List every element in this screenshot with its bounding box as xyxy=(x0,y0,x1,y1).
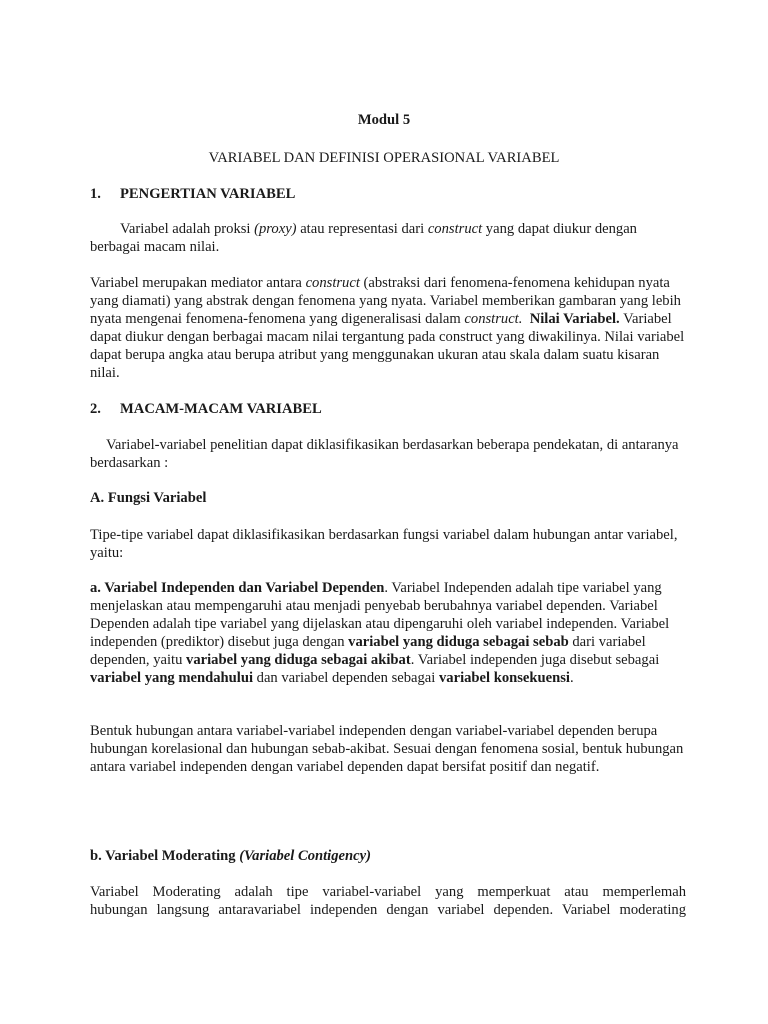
p5-heading: a. Variabel Independen dan Variabel Dependen xyxy=(90,580,385,596)
paragraph-moderating-line-1: Variabel Moderating adalah tipe variabel-variabel yang memperkuat atau memperlemah xyxy=(90,884,686,900)
section-1-heading xyxy=(90,185,295,203)
p1-text-c: atau representasi dari xyxy=(296,221,428,237)
p5-text-b: . Variabel Independen adalah tipe variabel yang menjelaskan atau mempengaruhi atau menjadi penyebab berubahnya variabel dependen. Variabel Dependen adalah tipe variabel yang dijelaskan atau dipengaruhi oleh variabel independen. Variabel independen (prediktor) disebut juga dengan xyxy=(90,580,670,650)
paragraph-definition xyxy=(90,220,686,256)
p5-bold-sebab: variabel yang diduga sebagai sebab xyxy=(348,634,569,650)
paragraph-mediator xyxy=(90,274,686,382)
p1-proxy-term: (proxy) xyxy=(254,221,297,237)
subsection-b-subtitle: (Variabel Contigency) xyxy=(239,848,371,864)
paragraph-types: Tipe-tipe variabel dapat diklasifikasikan berdasarkan fungsi variabel dalam hubungan antar variabel, yaitu: xyxy=(90,527,678,561)
p2-construct-term-2: construct. xyxy=(464,311,523,327)
p2-nilai-variabel: Nilai Variabel. xyxy=(529,311,620,327)
p2-text-c: (abstraksi dari fenomena-fenomena kehidupan nyata yang diamati) yang abstrak dengan fenomena yang nyata. Variabel memberikan gambaran yang lebih nyata mengenai fenomena-fenomena yang digeneralisasi dalam xyxy=(90,275,681,327)
p2-text-f: Variabel dapat diukur dengan berbagai macam nilai tergantung pada construct yang diwakilinya. Nilai variabel dapat berupa angka atau berupa atribut yang menggunakan ukuran atau skala dalam suatu kisaran nilai. xyxy=(90,311,685,381)
p1-text-e: yang dapat diukur dengan berbagai macam nilai. xyxy=(90,221,637,255)
p5-text-h: dan variabel dependen sebagai xyxy=(253,670,439,686)
document-title: VARIABEL DAN DEFINISI OPERASIONAL VARIABEL xyxy=(208,150,560,166)
p1-text-a: Variabel adalah proksi xyxy=(120,221,255,237)
p1-construct-term: construct xyxy=(427,221,483,237)
section-1-number: 1. xyxy=(90,186,101,202)
p5-bold-konsekuensi: variabel konsekuensi xyxy=(439,670,570,686)
p5-text-d: dari variabel dependen, yaitu xyxy=(90,634,646,668)
section-2-heading xyxy=(90,400,322,418)
paragraph-moderating-line-2: hubungan langsung antaravariabel independen dengan variabel dependen. Variabel moderating xyxy=(90,902,686,918)
p5-text-f: . Variabel independen juga disebut sebagai xyxy=(410,652,660,668)
p5-bold-akibat: variabel yang diduga sebagai akibat xyxy=(186,652,411,668)
subsection-a-heading: A. Fungsi Variabel xyxy=(90,490,207,506)
section-2-number: 2. xyxy=(90,401,101,417)
paragraph-relationship: Bentuk hubungan antara variabel-variabel independen dengan variabel-variabel dependen berupa hubungan korelasional dan hubungan sebab-akibat. Sesuai dengan fenomena sosial, bentuk hubungan antara variabel independen dengan variabel dependen dapat bersifat positif dan negatif. xyxy=(90,723,684,775)
p5-text-j: . xyxy=(569,670,574,686)
p5-bold-mendahului: variabel yang mendahului xyxy=(90,670,253,686)
section-2-title: MACAM-MACAM VARIABEL xyxy=(120,401,322,417)
paragraph-classification: Variabel-variabel penelitian dapat diklasifikasikan berdasarkan beberapa pendekatan, di antaranya berdasarkan : xyxy=(90,437,679,471)
subsection-b-title: b. Variabel Moderating xyxy=(90,848,240,864)
p2-text-a: Variabel merupakan mediator antara xyxy=(90,275,306,291)
subsection-b-heading xyxy=(90,847,371,865)
p2-construct-term: construct xyxy=(305,275,360,291)
module-label: Modul 5 xyxy=(357,112,411,128)
paragraph-independent-dependent xyxy=(90,579,686,687)
section-1-title: PENGERTIAN VARIABEL xyxy=(120,186,296,202)
